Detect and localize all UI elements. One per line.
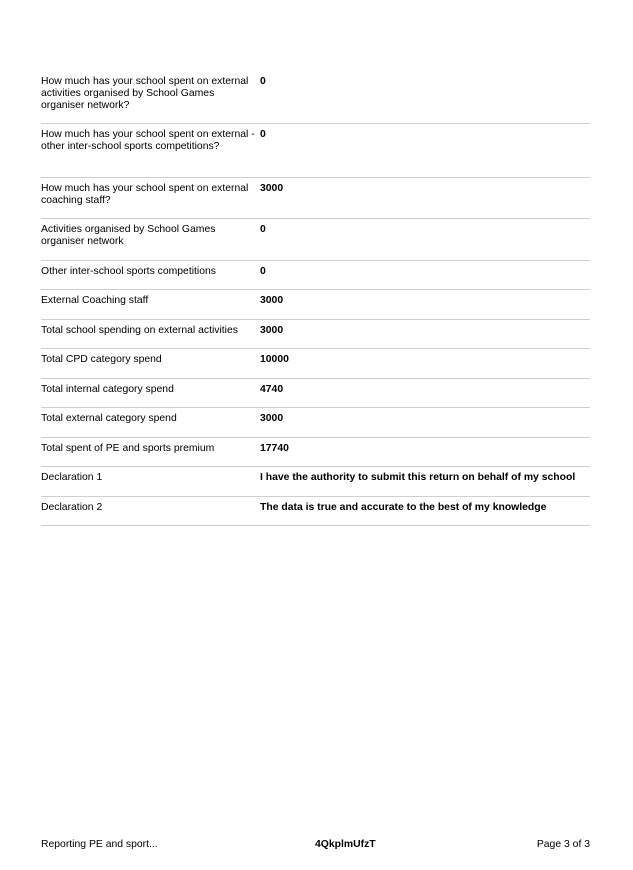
row-answer: 0: [260, 129, 266, 140]
row-answer: 0: [260, 76, 266, 87]
row-question: Total internal category spend: [41, 384, 174, 395]
table-row: [41, 320, 590, 349]
table-row: [41, 379, 590, 408]
table-row: [41, 71, 590, 124]
table-row: [41, 290, 590, 320]
row-answer: 3000: [260, 413, 284, 424]
row-question: Total external category spend: [41, 413, 177, 424]
row-answer: 3000: [260, 183, 284, 194]
row-answer: The data is true and accurate to the best of my knowledge: [260, 502, 547, 513]
table-row: [41, 438, 590, 467]
table-row: [41, 497, 590, 526]
row-answer: 0: [260, 266, 266, 277]
row-question: Total CPD category spend: [41, 354, 162, 365]
table-row: [41, 178, 590, 219]
table-row: [41, 261, 590, 290]
table-row: [41, 349, 590, 379]
row-question: Declaration 1: [41, 472, 103, 483]
row-question: Activities organised by School Games organiser network: [41, 224, 216, 247]
row-question: How much has your school spent on external activities organised by School Games organiser network?: [41, 76, 249, 111]
row-question: How much has your school spent on external - other inter-school sports competitions?: [41, 129, 255, 152]
table-row: [41, 467, 590, 497]
row-question: Declaration 2: [41, 502, 103, 513]
row-question: How much has your school spent on external coaching staff?: [41, 183, 249, 206]
row-answer: 0: [260, 224, 266, 235]
spending-table: [41, 71, 590, 526]
row-answer: 3000: [260, 325, 284, 336]
row-question: Total school spending on external activities: [41, 325, 238, 336]
table-row: [41, 219, 590, 261]
row-answer: 4740: [260, 384, 284, 395]
row-question: External Coaching staff: [41, 295, 149, 306]
row-answer: 17740: [260, 443, 289, 454]
row-answer: 10000: [260, 354, 289, 365]
table-row: [41, 124, 590, 178]
footer-reference-code: 4QkplmUfzT: [315, 839, 376, 850]
footer-page-number: Page 3 of 3: [536, 839, 590, 850]
footer-document-title: Reporting PE and sport...: [41, 839, 158, 850]
row-question: Total spent of PE and sports premium: [41, 443, 215, 454]
table-row: [41, 408, 590, 438]
row-answer: 3000: [260, 295, 284, 306]
row-answer: I have the authority to submit this return on behalf of my school: [260, 472, 576, 483]
row-question: Other inter-school sports competitions: [41, 266, 216, 277]
